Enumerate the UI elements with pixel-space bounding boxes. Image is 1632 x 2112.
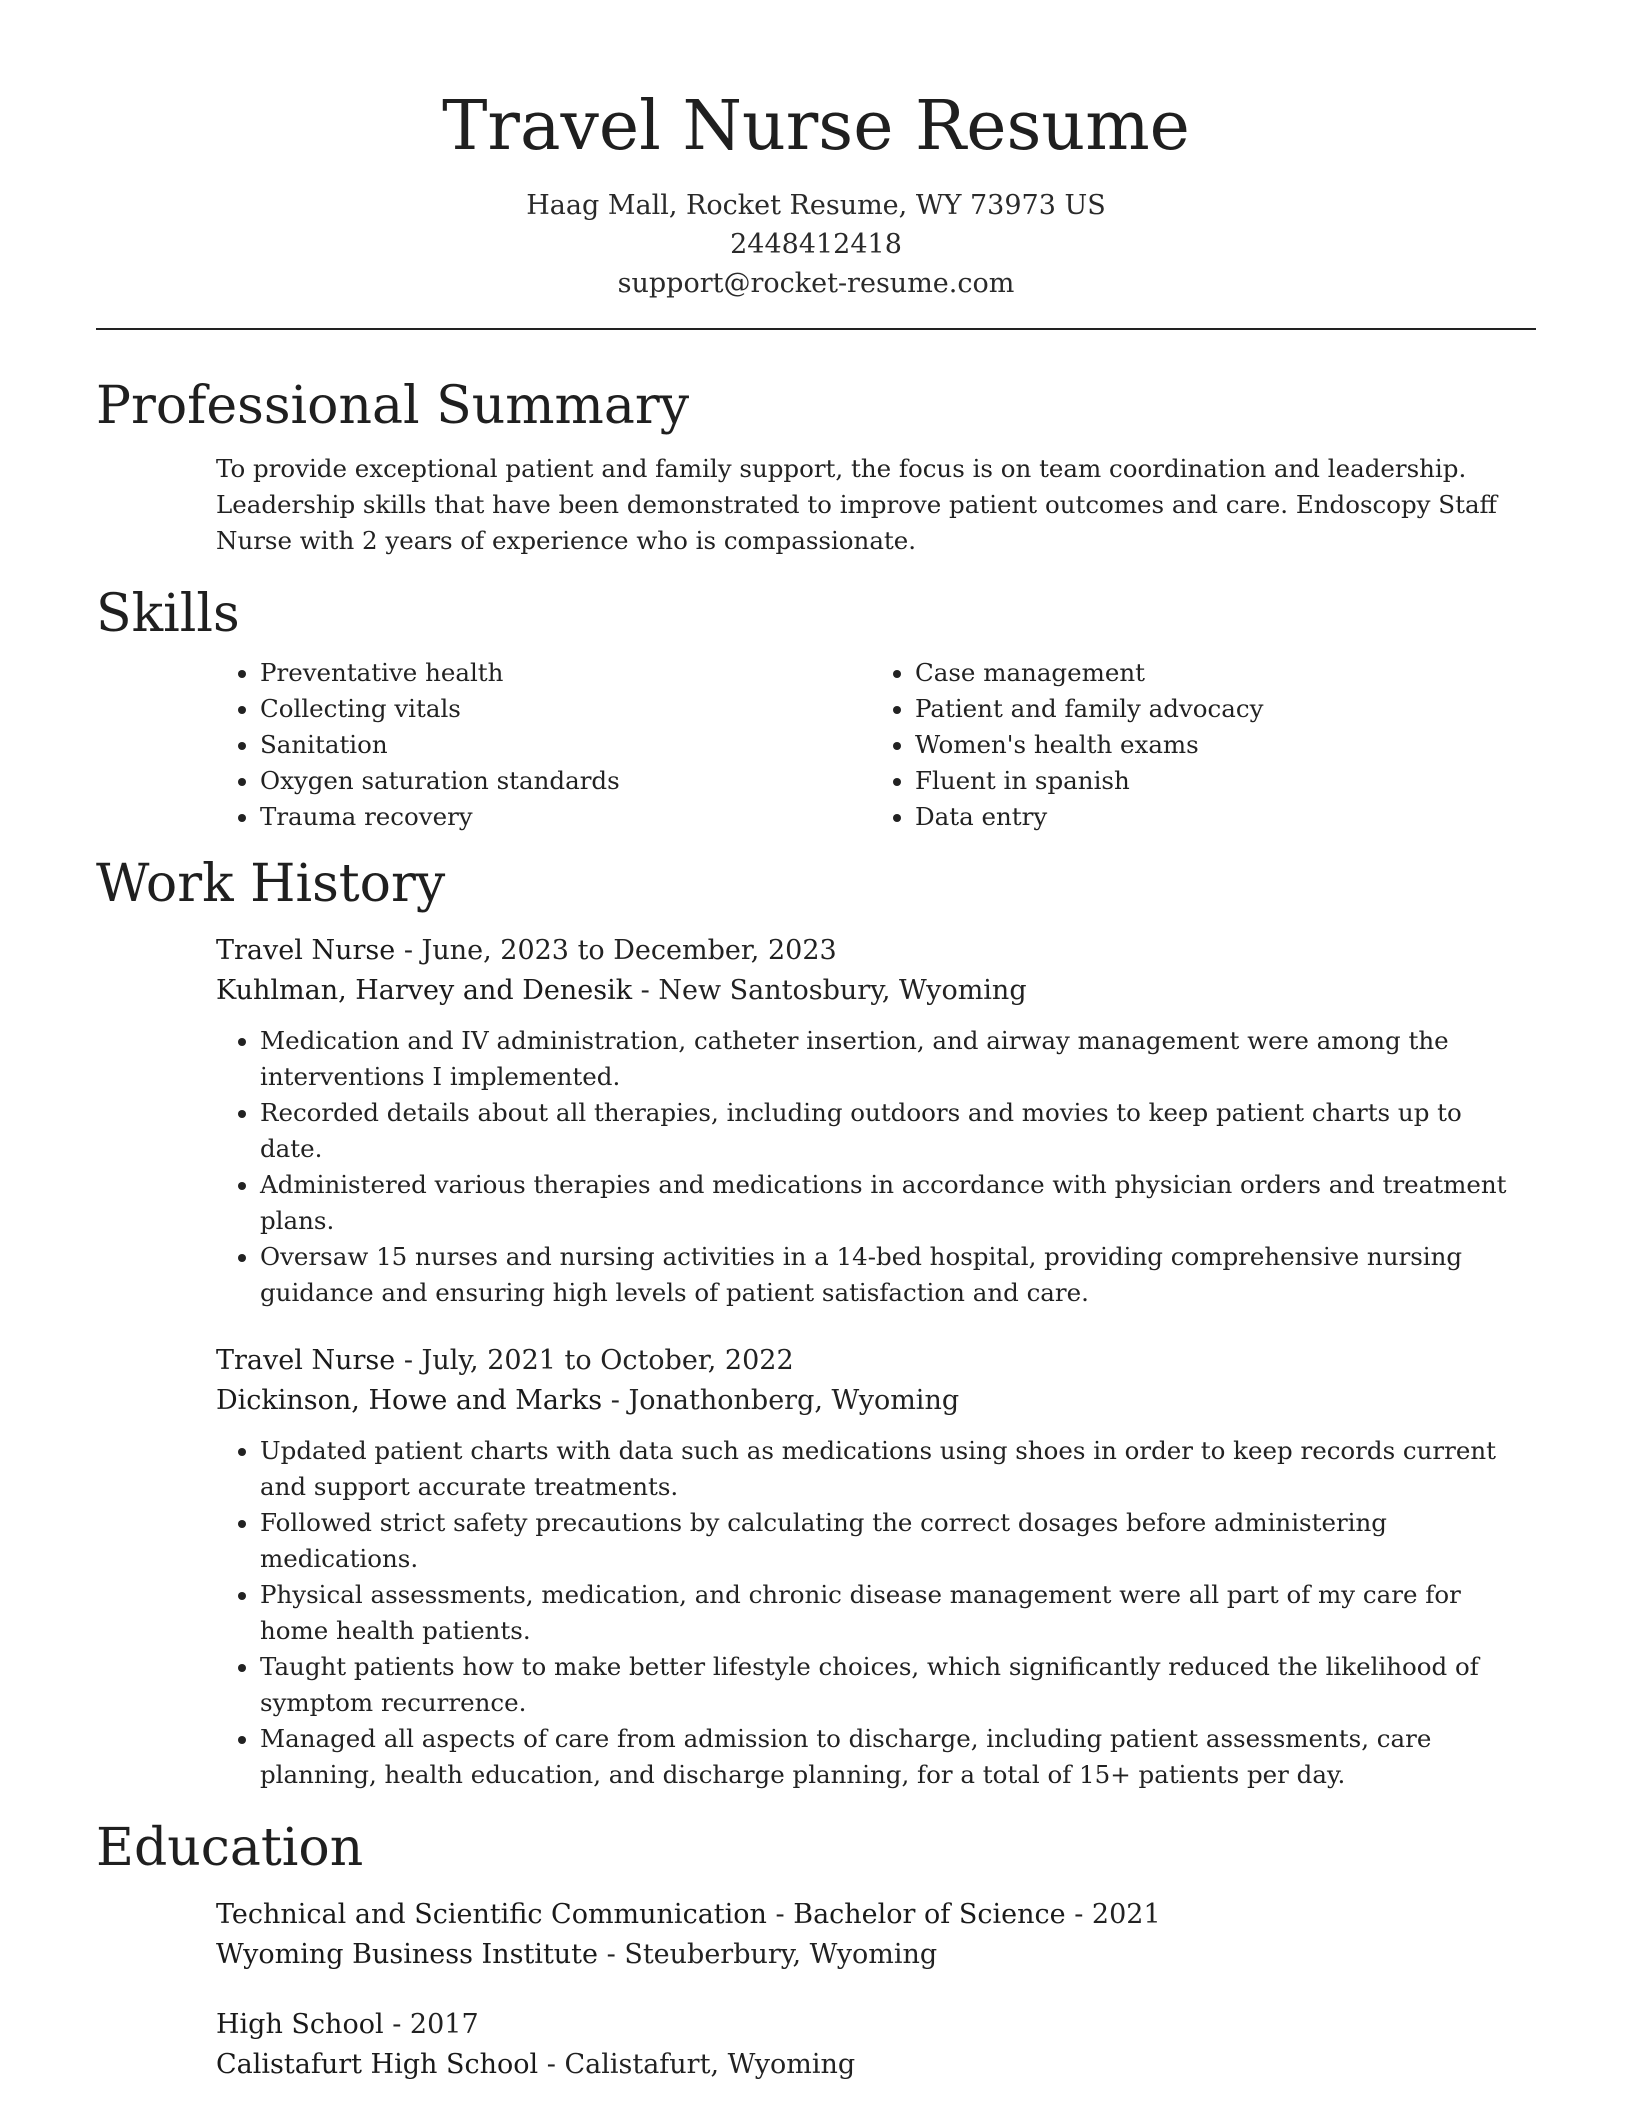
separator: - <box>1074 1899 1092 1930</box>
job-company-line <box>216 1381 1526 1421</box>
education-degree-line <box>216 1895 1526 1935</box>
contact-block <box>96 186 1536 303</box>
education-school-line <box>216 2045 1526 2085</box>
summary-text: To provide exceptional patient and family support, the focus is on team coordination and leadership. Leadership skills that have been demonstrated to improve patient outcomes and care. Endoscopy Staff Nurse with 2 years of experience who is compassionate. <box>216 454 1497 555</box>
job-location: Jonathonberg, Wyoming <box>628 1385 960 1416</box>
job-bullet: • Taught patients how to make better lifestyle choices, which significantly reduced the likelihood of symptom recurrence. <box>260 1649 1526 1721</box>
job-bullet: • Oversaw 15 nurses and nursing activities in a 14-bed hospital, providing comprehensive nursing guidance and ensuring high levels of patient satisfaction and care. <box>260 1239 1526 1311</box>
resume-page <box>96 0 1536 2085</box>
job-title-line <box>216 931 1526 971</box>
job-location: New Santosbury, Wyoming <box>658 975 1027 1006</box>
work-section <box>96 849 1536 1793</box>
job-title: Travel Nurse <box>216 935 396 966</box>
skill-item: • Patient and family advocacy <box>915 691 1526 727</box>
skills-list-right <box>871 655 1526 835</box>
job-company: Kuhlman, Harvey and Denesik <box>216 975 633 1006</box>
skill-item: • Collecting vitals <box>260 691 871 727</box>
skill-item: • Sanitation <box>260 727 871 763</box>
separator: - <box>403 935 422 966</box>
education-entry <box>216 2005 1526 2085</box>
skills-heading: Skills <box>96 584 240 644</box>
education-school: Calistafurt High School <box>216 2049 539 2080</box>
resume-title: Travel Nurse Resume <box>442 87 1190 166</box>
job-entry <box>216 1341 1526 1793</box>
work-heading: Work History <box>96 854 446 914</box>
separator: - <box>403 1345 422 1376</box>
skill-item: • Fluent in spanish <box>915 763 1526 799</box>
skill-item: • Trauma recovery <box>260 799 871 835</box>
job-title: Travel Nurse <box>216 1345 396 1376</box>
education-school-line <box>216 1935 1526 1975</box>
contact-address: Haag Mall, Rocket Resume, WY 73973 US <box>526 190 1106 221</box>
skill-item: • Preventative health <box>260 655 871 691</box>
job-dates: June, 2023 to December, 2023 <box>421 935 837 966</box>
skills-columns <box>216 655 1526 835</box>
separator: - <box>610 1385 629 1416</box>
job-title-line <box>216 1341 1526 1381</box>
skill-item: • Oxygen saturation standards <box>260 763 871 799</box>
education-degree-line <box>216 2005 1526 2045</box>
education-year: 2021 <box>1091 1899 1161 1930</box>
skill-item: • Data entry <box>915 799 1526 835</box>
education-entry <box>216 1895 1526 1975</box>
education-location: Steuberbury, Wyoming <box>624 1939 938 1970</box>
job-dates: July, 2021 to October, 2022 <box>421 1345 794 1376</box>
education-year: 2017 <box>409 2009 479 2040</box>
separator: - <box>606 1939 625 1970</box>
skill-item: • Case management <box>915 655 1526 691</box>
separator: - <box>546 2049 565 2080</box>
education-school: Wyoming Business Institute <box>216 1939 599 1970</box>
job-bullet: • Updated patient charts with data such as medications using shoes in order to keep records current and support accurate treatments. <box>260 1433 1526 1505</box>
skills-list-left <box>216 655 871 835</box>
job-bullet: • Recorded details about all therapies, including outdoors and movies to keep patient charts up to date. <box>260 1095 1526 1167</box>
separator: - <box>640 975 659 1006</box>
resume-header <box>96 0 1536 303</box>
separator: - <box>775 1899 794 1930</box>
job-company-line <box>216 971 1526 1011</box>
job-bullet: • Administered various therapies and medications in accordance with physician orders and treatment plans. <box>260 1167 1526 1239</box>
education-section <box>96 1813 1536 2085</box>
header-divider <box>96 328 1536 330</box>
job-bullet: • Managed all aspects of care from admission to discharge, including patient assessments, care planning, health education, and discharge planning, for a total of 15+ patients per day. <box>260 1721 1526 1793</box>
contact-phone: 2448412418 <box>730 229 902 260</box>
separator: - <box>392 2009 410 2040</box>
education-type: Bachelor of Science <box>793 1899 1066 1930</box>
job-entry <box>216 931 1526 1311</box>
skill-item: • Women's health exams <box>915 727 1526 763</box>
education-heading: Education <box>96 1818 364 1878</box>
job-bullet: • Medication and IV administration, catheter insertion, and airway management were among the interventions I implemented. <box>260 1023 1526 1095</box>
summary-section <box>96 371 1536 559</box>
contact-email: support@rocket-resume.com <box>617 268 1015 299</box>
education-degree: High School <box>216 2009 384 2040</box>
job-bullets <box>216 1433 1526 1793</box>
education-location: Calistafurt, Wyoming <box>564 2049 856 2080</box>
education-degree: Technical and Scientific Communication <box>216 1899 767 1930</box>
summary-heading: Professional Summary <box>96 376 690 436</box>
job-bullet: • Physical assessments, medication, and chronic disease management were all part of my care for home health patients. <box>260 1577 1526 1649</box>
job-bullets <box>216 1023 1526 1311</box>
job-bullet: • Followed strict safety precautions by calculating the correct dosages before administering medications. <box>260 1505 1526 1577</box>
skills-section <box>96 579 1536 835</box>
job-company: Dickinson, Howe and Marks <box>216 1385 603 1416</box>
